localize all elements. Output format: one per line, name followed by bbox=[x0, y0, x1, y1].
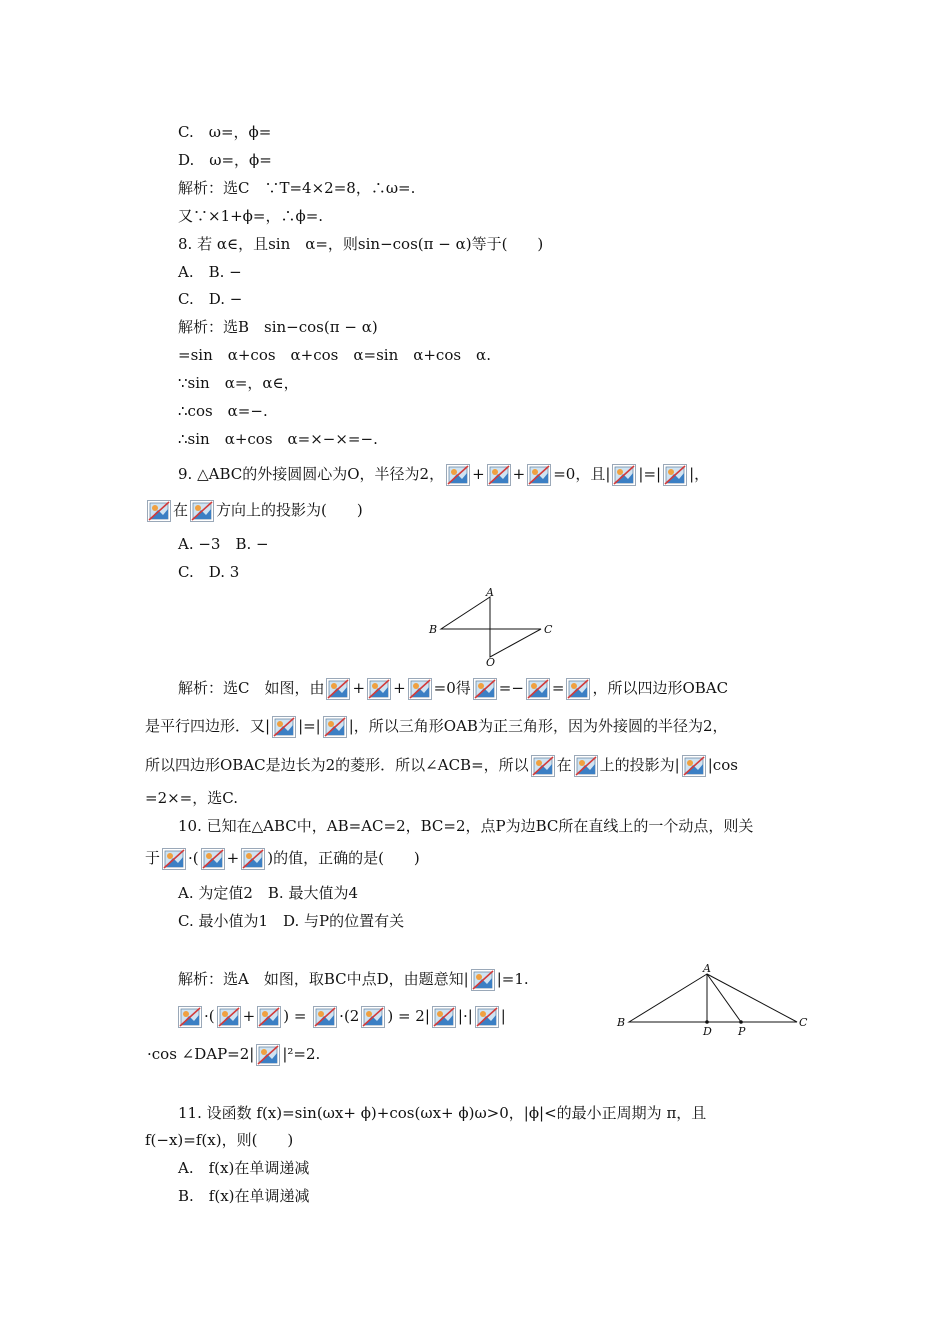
solution-10-line3: ·cos ∠DAP=2| |²=2. bbox=[147, 1041, 320, 1067]
options-line: A. B. − bbox=[178, 263, 242, 281]
option-b-line: B. f(x)在单调递减 bbox=[178, 1187, 310, 1205]
broken-image-icon bbox=[432, 1006, 456, 1028]
question-11-line1: 11. 设函数 f(x)=sin(ωx+ ϕ)+cos(ωx+ ϕ)ω>0，|ϕ|<的最小正周期为 π，且 bbox=[178, 1104, 707, 1122]
triangle-outline bbox=[629, 974, 797, 1022]
broken-image-icon bbox=[475, 1006, 499, 1028]
broken-image-icon bbox=[471, 969, 495, 991]
solution-9-line3: 所以四边形OBAC是边长为2的菱形．所以∠ACB=，所以 在 上的投影为| |cos bbox=[145, 752, 738, 778]
label-d: D bbox=[703, 1025, 712, 1037]
solution-line: =2×=，选C. bbox=[145, 789, 238, 807]
option-c-line: C. ω=，ϕ= bbox=[178, 123, 272, 141]
broken-image-icon bbox=[446, 464, 470, 486]
broken-image-icon bbox=[527, 464, 551, 486]
solution-9-line2: 是平行四边形．又| |=| |，所以三角形OAB为正三角形，因为外接圆的半径为2， bbox=[145, 713, 728, 739]
broken-image-icon bbox=[566, 678, 590, 700]
broken-image-icon bbox=[323, 716, 347, 738]
solution-line: ∴cos α=−. bbox=[178, 402, 268, 420]
broken-image-icon bbox=[408, 678, 432, 700]
solution-10-line1: 解析：选A 如图，取BC中点D，由题意知| |=1. bbox=[178, 966, 529, 992]
options-line: C. D. 3 bbox=[178, 563, 240, 581]
label-a: A bbox=[486, 586, 494, 599]
broken-image-icon bbox=[256, 1044, 280, 1066]
broken-image-icon bbox=[361, 1006, 385, 1028]
broken-image-icon bbox=[612, 464, 636, 486]
question-9-line1: 9. △ABC的外接圆圆心为O，半径为2， + + =0，且| |=| |， bbox=[178, 461, 709, 487]
solution-line: 解析：选C ∵T=4×2=8，∴ω=. bbox=[178, 179, 416, 197]
broken-image-icon bbox=[178, 1006, 202, 1028]
solution-9-line1: 解析：选C 如图，由 + + =0得 =− = ，所以四边形OBAC bbox=[178, 675, 728, 701]
broken-image-icon bbox=[326, 678, 350, 700]
options-line: C. 最小值为1 D. 与P的位置有关 bbox=[178, 912, 405, 930]
question-8: 8. 若 α∈，且sin α=，则sin−cos(π − α)等于( ) bbox=[178, 235, 544, 253]
broken-image-icon bbox=[201, 848, 225, 870]
broken-image-icon bbox=[217, 1006, 241, 1028]
broken-image-icon bbox=[241, 848, 265, 870]
point-p bbox=[739, 1020, 743, 1024]
broken-image-icon bbox=[162, 848, 186, 870]
options-line: A. 为定值2 B. 最大值为4 bbox=[178, 884, 359, 902]
broken-image-icon bbox=[574, 755, 598, 777]
solution-line: =sin α+cos α+cos α=sin α+cos α. bbox=[178, 346, 491, 364]
point-d bbox=[705, 1020, 709, 1024]
question-11-line2: f(−x)=f(x)，则( ) bbox=[145, 1131, 294, 1149]
label-b: B bbox=[617, 1016, 626, 1029]
label-o: O bbox=[486, 656, 496, 667]
solution-10-line2: ·( + ) = ·(2 ) = 2| |·| | bbox=[176, 1003, 506, 1029]
rhombus-outline bbox=[441, 597, 541, 657]
question-10-line2: 于 ·( + )的值，正确的是( ) bbox=[145, 845, 420, 871]
broken-image-icon bbox=[487, 464, 511, 486]
broken-image-icon bbox=[190, 500, 214, 522]
broken-image-icon bbox=[147, 500, 171, 522]
solution-line: 又∵×1+ϕ=，∴ϕ=. bbox=[178, 207, 324, 225]
broken-image-icon bbox=[682, 755, 706, 777]
options-line: C. D. − bbox=[178, 290, 243, 308]
broken-image-icon bbox=[531, 755, 555, 777]
options-line: A. −3 B. − bbox=[178, 535, 269, 553]
rhombus-figure bbox=[425, 585, 560, 667]
segment-ap bbox=[707, 974, 741, 1022]
solution-line: 解析：选B sin−cos(π − α) bbox=[178, 318, 378, 336]
broken-image-icon bbox=[313, 1006, 337, 1028]
broken-image-icon bbox=[272, 716, 296, 738]
broken-image-icon bbox=[663, 464, 687, 486]
label-c: C bbox=[799, 1016, 808, 1029]
label-b: B bbox=[429, 623, 438, 636]
question-10-line1: 10. 已知在△ABC中，AB=AC=2，BC=2，点P为边BC所在直线上的一个动点，则关 bbox=[178, 817, 754, 835]
option-a-line: A. f(x)在单调递减 bbox=[178, 1159, 310, 1177]
broken-image-icon bbox=[367, 678, 391, 700]
broken-image-icon bbox=[473, 678, 497, 700]
triangle-figure bbox=[615, 962, 815, 1037]
question-9-line2: 在 方向上的投影为( ) bbox=[145, 497, 363, 523]
label-c: C bbox=[544, 623, 553, 636]
solution-line: ∵sin α=，α∈， bbox=[178, 374, 299, 392]
label-a: A bbox=[703, 962, 711, 975]
broken-image-icon bbox=[526, 678, 550, 700]
label-p: P bbox=[738, 1025, 746, 1037]
solution-line: ∴sin α+cos α=×−×=−. bbox=[178, 430, 378, 448]
option-d-line: D. ω=，ϕ= bbox=[178, 151, 272, 169]
broken-image-icon bbox=[257, 1006, 281, 1028]
